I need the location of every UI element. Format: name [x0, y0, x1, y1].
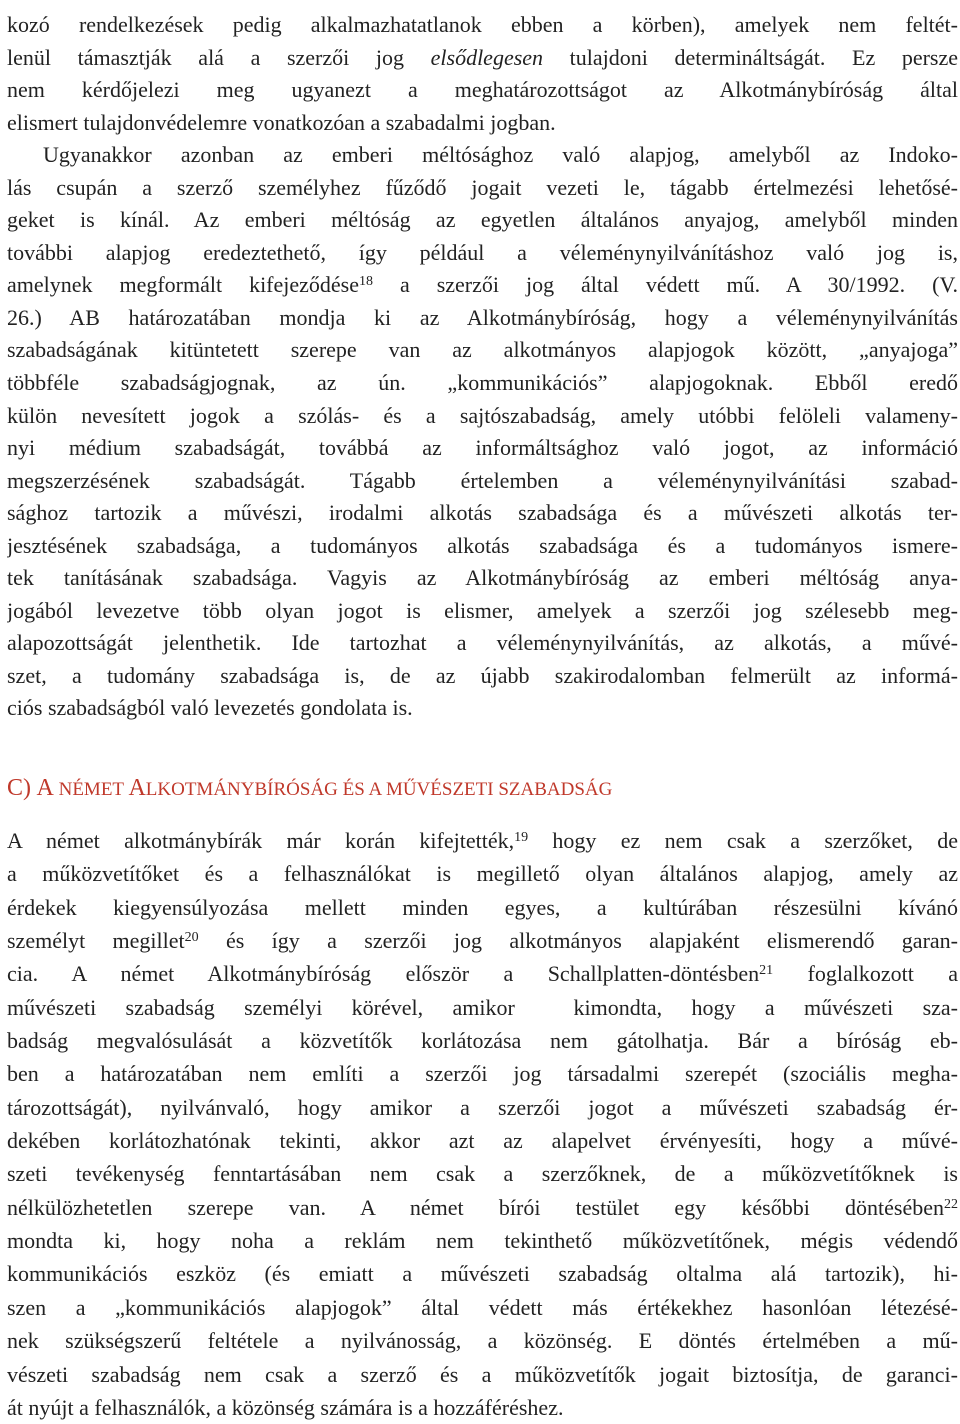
text-line: elismert tulajdonvédelemre vonatkozóan a szabadalmi jogban. [7, 109, 556, 135]
heading-cap: A [128, 775, 146, 801]
text-line: jesztésének szabadsága, a tudományos alkotás szabadsága és a tudományos ismere- [7, 532, 958, 558]
text-run: lenül támasztják alá a szerzői jog [7, 44, 431, 70]
footnote-ref-19[interactable]: 19 [514, 830, 529, 845]
text-run: és így a szerzői jog alkotmányos alapjaként elismerendő garan- [198, 928, 958, 954]
text-line: többféle szabadságjognak, az ún. „kommunikációs” alapjogoknak. Ebből eredő [7, 370, 958, 396]
text-line: ciós szabadságból való levezetés gondolata is. [7, 695, 413, 721]
text-line [7, 42, 958, 75]
text-line: szeti tevékenység fenntartásában nem csak a szerzőknek, de a műközvetítőknek is [7, 1161, 958, 1187]
text-line [7, 1191, 958, 1224]
text-line: át nyújt a felhasználók, a közönség számára is a hozzáféréshez. [7, 1394, 564, 1420]
heading-cap: A [36, 775, 54, 801]
footnote-ref-20[interactable]: 20 [184, 930, 199, 946]
text-line: a műközvetítőket és a felhasználókat is megillető olyan általános alapjog, amely az [7, 861, 958, 887]
text-line: 26.) AB határozatában mondja ki az Alkotmánybíróság, hogy a véleménynyilvánítás [7, 304, 958, 330]
footnote-ref-21[interactable]: 21 [759, 963, 774, 979]
text-run: cia. A német Alkotmánybíróság először a Schallplatten-döntésben [7, 961, 760, 987]
paragraph-copyright-dignity [7, 9, 958, 725]
section-heading [7, 770, 958, 806]
text-run: a szerzői jog által védett mű. A 30/1992. (V. [373, 272, 958, 298]
text-run: hogy ez nem csak a szerzőket, de [528, 828, 958, 853]
text-line: sághoz tartozik a művészi, irodalmi alkotás szabadsága és a művészeti alkotás ter- [7, 500, 958, 526]
text-line: kozó rendelkezések pedig alkalmazhatatlanok ebben a körben), amelyek nem feltét- [7, 12, 958, 37]
text-run: amelynek megformált kifejeződése [7, 272, 360, 298]
text-line: lás csupán a szerző személyhez fűződő jogait vezeti le, tágabb értelmezési lehetősé- [7, 174, 958, 200]
heading-letter: C) [7, 775, 31, 801]
text-run: nélkülözhetetlen szerepe van. A német bírói testület egy későbbi döntésében [7, 1194, 944, 1220]
text-line: vészeti szabadság nem csak a szerző és a műközvetítők jogait biztosítja, de garanci- [7, 1361, 958, 1387]
text-run: A német alkotmánybírák már korán kifejtették, [7, 828, 515, 853]
text-line: Ugyanakkor azonban az emberi méltósághoz való alapjog, amelyből az Indoko- [43, 142, 958, 168]
text-run: foglalkozott a [773, 961, 958, 987]
text-line: mondta ki, hogy noha a reklám nem tekinthető műközvetítőnek, mégis védendő [7, 1228, 958, 1254]
footnote-ref-18[interactable]: 18 [359, 274, 374, 290]
text-line [7, 269, 958, 302]
text-run: személyt megillet [7, 928, 185, 954]
text-line [7, 957, 958, 990]
text-line: érdekek kiegyensúlyozása mellett minden egyes, a kultúrában részesülni kívánó [7, 894, 958, 920]
text-line: alapozottságát jelenthetik. Ide tartozhat a véleménynyilvánítás, az alkotás, a művé- [7, 630, 958, 656]
text-run: tulajdoni determináltságát. Ez persze [543, 44, 958, 70]
text-line: geket is kínál. Az emberi méltóság az egyetlen általános anyajog, amelyből minden [7, 207, 958, 233]
text-line: további alapjog eredeztethető, így például a véleménynyilvánításhoz való jog is, [7, 239, 958, 265]
text-line: nyi médium szabadságát, továbbá az informáltsághoz való jogot, az információ [7, 435, 958, 461]
paragraph-german-court [7, 824, 958, 1424]
text-line: tározottságát), nyilvánvaló, hogy amikor a szerzői jogot a művészeti szabadság ér- [7, 1094, 958, 1120]
emphasis-text: elsődlegesen [430, 44, 544, 70]
text-line: ben a határozatában nem említi a szerzői jog társadalmi szerepét (szociális megha- [7, 1061, 958, 1087]
text-line: jogából levezetve több olyan jogot is elismer, amelyek a szerzői jog szélesebb meg- [7, 597, 958, 623]
heading-smallcaps: NÉMET [53, 779, 129, 800]
text-line: badság megvalósulását a közvetítők korlátozása nem gátolhatja. Bár a bíróság eb- [7, 1028, 958, 1054]
text-line: szet, a tudomány szabadsága is, de az újabb szakirodalomban felmerült az informá- [7, 662, 958, 688]
text-line: művészeti szabadság személyi körével, amikor kimondta, hogy a művészeti sza- [7, 994, 958, 1020]
text-line: dekében korlátozhatónak tekinti, akkor azt az alapelvet érvényesíti, hogy a művé- [7, 1128, 958, 1154]
text-line [7, 824, 958, 857]
text-line: tek tanításának szabadsága. Vagyis az Alkotmánybíróság az emberi méltóság anya- [7, 565, 958, 591]
footnote-ref-22[interactable]: 22 [944, 1196, 958, 1212]
text-line: szabadságának kitüntetett szerepe van az alkotmányos alapjogok között, „anyajoga” [7, 337, 958, 363]
text-line: kommunikációs eszköz (és emiatt a művészeti szabadság oltalma alá tartozik), hi- [7, 1261, 958, 1287]
text-line: nek szükségszerű feltétele a nyilvánosság, a közönség. E döntés értelmében a mű- [7, 1328, 958, 1354]
text-line: nem kérdőjelezi meg ugyanezt a meghatározottságot az Alkotmánybíróság által [7, 77, 958, 103]
text-line: szen a „kommunikációs alapjogok” által védett más értékekhez hasonlóan létezésé- [7, 1294, 958, 1320]
text-line: megszerzésének szabadságát. Tágabb értelemben a véleménynyilvánítási szabad- [7, 467, 958, 493]
text-line [7, 924, 958, 957]
text-line: külön nevesített jogok a szólás- és a sajtószabadság, amely utóbbi felöleli valameny- [7, 402, 958, 428]
heading-smallcaps: LKOTMÁNYBÍRÓSÁG ÉS A MŰVÉSZETI SZABADSÁG [145, 779, 613, 800]
